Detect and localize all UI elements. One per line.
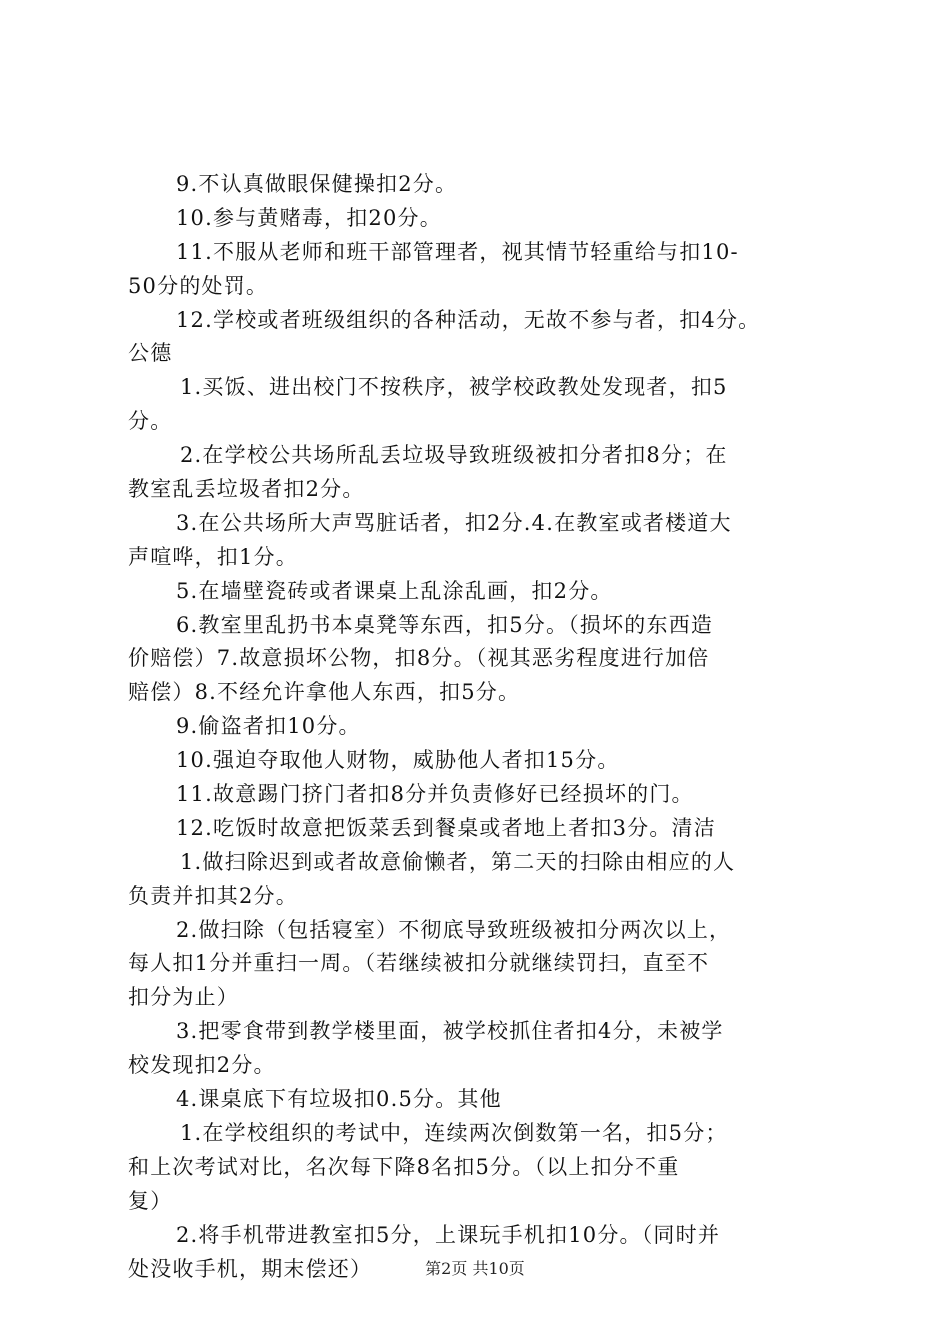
- text-line: 处没收手机，期末偿还）: [128, 1256, 373, 1281]
- text-line: 2.做扫除（包括寝室）不彻底导致班级被扣分两次以上，: [176, 917, 732, 942]
- text-line: 50分的处罚。: [128, 273, 269, 298]
- page-footer: 第2页 共10页: [425, 1259, 525, 1278]
- text-line: 11.不服从老师和班干部管理者，视其情节轻重给与扣10-: [176, 239, 739, 264]
- text-line: 负责并扣其2分。: [128, 883, 298, 908]
- text-line: 复）: [128, 1188, 173, 1213]
- text-line: 11.故意踢门挤门者扣8分并负责修好已经损坏的门。: [176, 782, 694, 807]
- text-line: 4.课桌底下有垃圾扣0.5分。其他: [176, 1087, 502, 1112]
- text-line: 声喧哗，扣1分。: [128, 544, 298, 569]
- text-line: 12.学校或者班级组织的各种活动，无故不参与者，扣4分。: [176, 307, 761, 332]
- text-line: 3.把零食带到教学楼里面，被学校抓住者扣4分，未被学: [176, 1019, 724, 1044]
- text-line: 公德: [128, 341, 173, 366]
- text-line: 5.在墙壁瓷砖或者课桌上乱涂乱画，扣2分。: [176, 578, 613, 603]
- text-line: 扣分为止）: [128, 985, 239, 1010]
- text-line: 每人扣1分并重扫一周。（若继续被扣分就继续罚扫，直至不: [128, 951, 710, 976]
- text-line: 10.参与黄赌毒，扣20分。: [176, 205, 442, 230]
- text-line: 赔偿）8.不经允许拿他人东西，扣5分。: [128, 680, 521, 705]
- text-line: 2.在学校公共场所乱丢垃圾导致班级被扣分者扣8分；在: [180, 443, 728, 468]
- text-line: 教室乱丢垃圾者扣2分。: [128, 477, 365, 502]
- text-line: 10.强迫夺取他人财物，威胁他人者扣15分。: [176, 748, 620, 773]
- text-line: 和上次考试对比，名次每下降8名扣5分。（以上扣分不重: [128, 1154, 680, 1179]
- text-line: 9.不认真做眼保健操扣2分。: [176, 172, 458, 196]
- text-line: 2.将手机带进教室扣5分，上课玩手机扣10分。（同时并: [176, 1222, 721, 1247]
- text-line: 3.在公共场所大声骂脏话者，扣2分.4.在教室或者楼道大: [176, 510, 732, 535]
- text-line: 价赔偿）7.故意损坏公物，扣8分。（视其恶劣程度进行加倍: [128, 646, 710, 671]
- text-line: 6.教室里乱扔书本桌凳等东西，扣5分。（损坏的东西造: [176, 612, 714, 637]
- text-line: 9.偷盗者扣10分。: [176, 714, 361, 739]
- text-line: 1.在学校组织的考试中，连续两次倒数第一名，扣5分；: [180, 1120, 728, 1145]
- text-line: 1.买饭、进出校门不按秩序，被学校政教处发现者，扣5: [180, 375, 728, 400]
- text-line: 校发现扣2分。: [128, 1053, 276, 1078]
- text-line: 1.做扫除迟到或者故意偷懒者，第二天的扫除由相应的人: [180, 849, 736, 874]
- text-line: 分。: [128, 409, 173, 434]
- document-body: [128, 168, 840, 1286]
- text-line: 12.吃饭时故意把饭菜丢到餐桌或者地上者扣3分。清洁: [176, 815, 716, 840]
